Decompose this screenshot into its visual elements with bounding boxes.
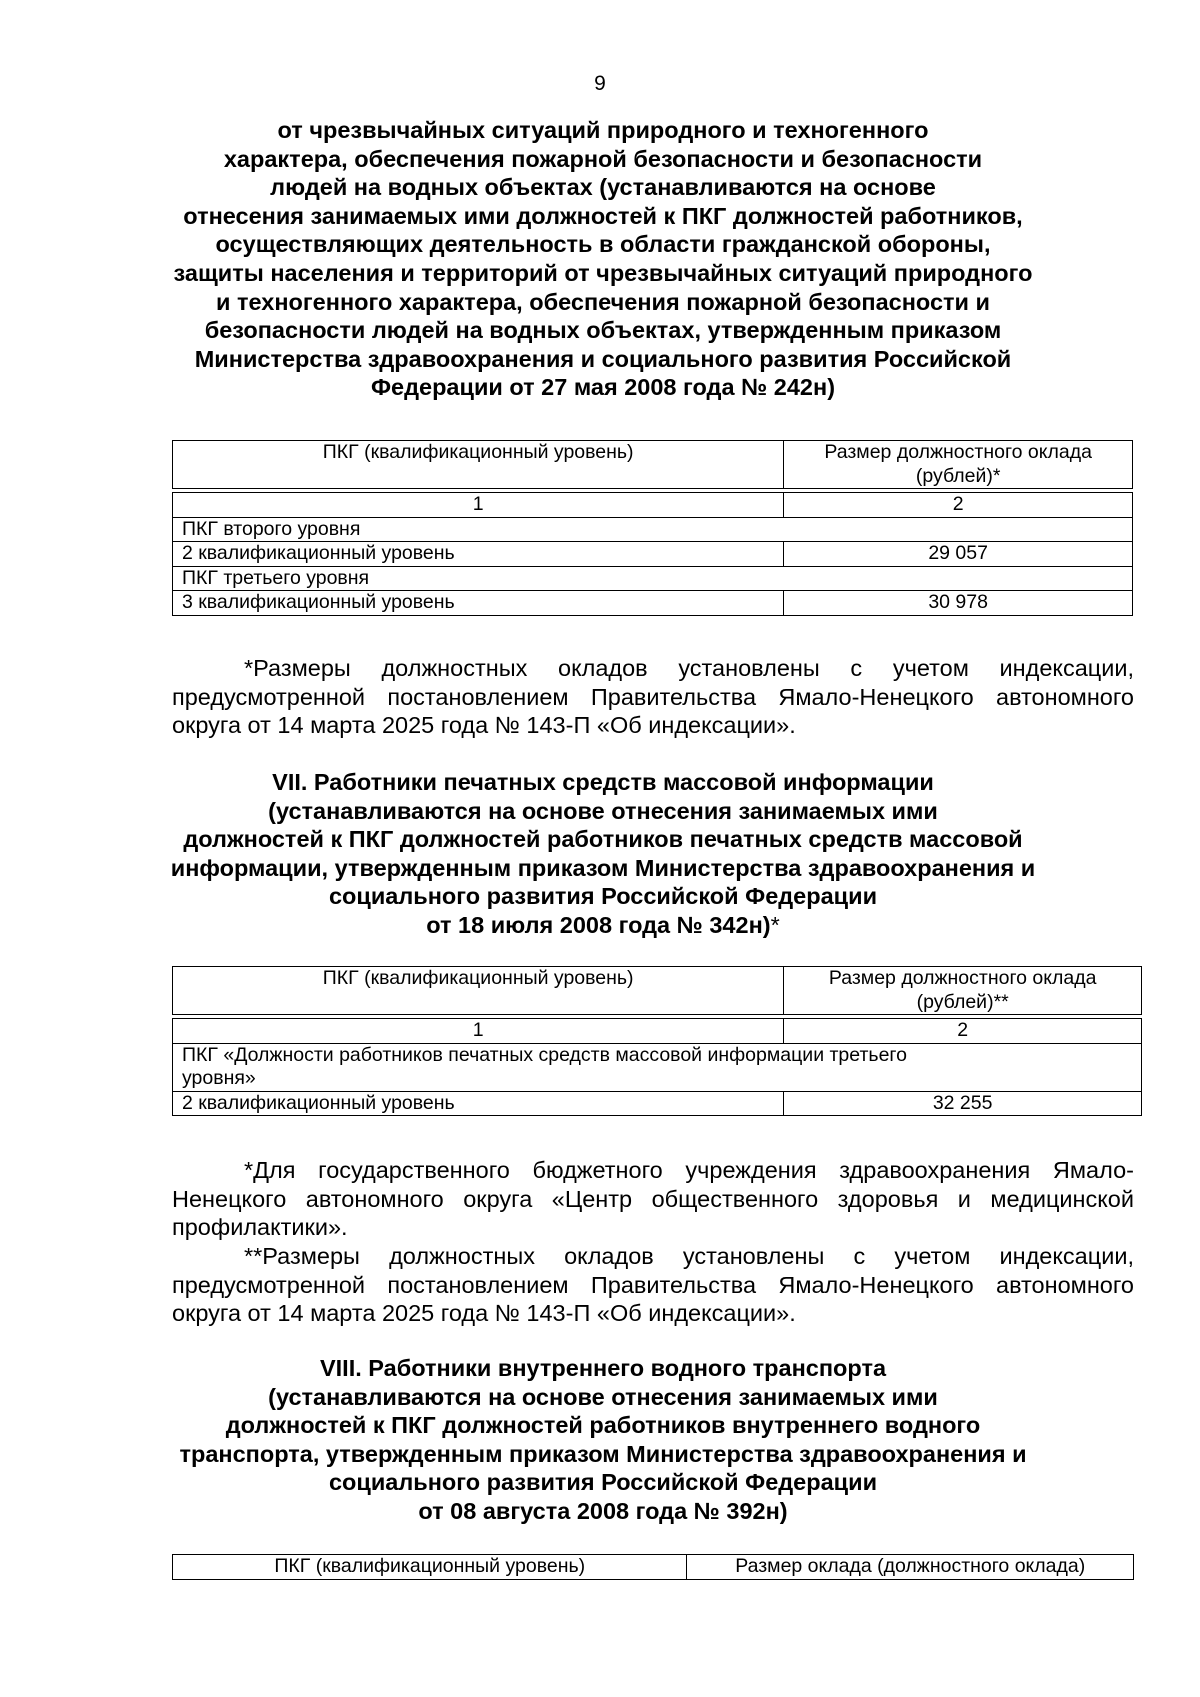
section-6-heading — [160, 116, 1046, 402]
heading-line: транспорта, утвержденным приказом Министерства здравоохранения и — [179, 1440, 1027, 1467]
salary-value: 29 057 — [784, 542, 1133, 567]
col-number: 1 — [173, 1019, 784, 1044]
heading-line: безопасности людей на водных объектах, утвержденным приказом — [204, 317, 1002, 344]
page-number: 9 — [594, 72, 606, 95]
heading-line: отнесения занимаемых ими должностей к ПКГ должностей работников, — [183, 202, 1023, 229]
footnote-indexation-1: *Размеры должностных окладов установлены с учетом индексации, предусмотренной постановлением Правительства Ямало-Ненецкого автономного округа от 14 марта 2025 года № 143-П «Об индексации». — [172, 655, 1134, 738]
heading-date: от 18 июля 2008 года № 342н) — [426, 911, 771, 938]
footnote-mark: * — [770, 911, 780, 938]
heading-line: (устанавливаются на основе отнесения занимаемых ими — [268, 797, 938, 824]
heading-line: социального развития Российской Федерации — [328, 883, 878, 910]
heading-line: характера, обеспечения пожарной безопасности и безопасности — [223, 145, 983, 172]
heading-line: социального развития Российской Федерации — [328, 1469, 878, 1496]
table-header-row — [173, 441, 1133, 489]
heading-line: (устанавливаются на основе отнесения занимаемых ими — [268, 1383, 938, 1410]
table-row — [173, 517, 1133, 542]
col-number: 2 — [784, 1019, 1142, 1044]
col-header-salary: Размер должностного оклада (рублей)* — [784, 441, 1133, 489]
heading-line: защиты населения и территорий от чрезвычайных ситуаций природного — [173, 259, 1033, 286]
salary-value: 30 978 — [784, 591, 1133, 616]
table-row — [173, 1043, 1142, 1091]
level-label: 2 квалификационный уровень — [173, 542, 784, 567]
col-header-pkg: ПКГ (квалификационный уровень) — [173, 1555, 687, 1580]
col-number: 1 — [173, 493, 784, 518]
heading-line: Министерства здравоохранения и социального развития Российской — [194, 345, 1012, 372]
table-row — [173, 1091, 1142, 1116]
col-header-salary: Размер оклада (должностного оклада) — [687, 1555, 1134, 1580]
section-7-heading — [160, 768, 1046, 940]
section-8-heading — [160, 1354, 1046, 1526]
level-label: 3 квалификационный уровень — [173, 591, 784, 616]
col-header-salary: Размер должностного оклада (рублей)** — [784, 967, 1142, 1015]
table-row — [173, 591, 1133, 616]
group-label: ПКГ третьего уровня — [173, 566, 1133, 591]
heading-line: VII. Работники печатных средств массовой информации — [272, 769, 934, 795]
group-label: ПКГ «Должности работников печатных средств массовой информации третьего уровня» — [173, 1043, 1142, 1091]
table-number-row — [173, 1019, 1142, 1044]
heading-line: информации, утвержденным приказом Министерства здравоохранения и — [170, 854, 1036, 881]
heading-line — [160, 911, 1046, 940]
heading-line: от чрезвычайных ситуаций природного и техногенного — [277, 117, 929, 143]
heading-line: осуществляющих деятельность в области гражданской обороны, — [215, 231, 991, 258]
heading-line: от 08 августа 2008 года № 392н) — [418, 1497, 788, 1524]
level-label: 2 квалификационный уровень — [173, 1091, 784, 1116]
footnote-indexation-2: **Размеры должностных окладов установлены с учетом индексации, предусмотренной постановлением Правительства Ямало-Ненецкого автономного округа от 14 марта 2025 года № 143-П «Об индексации». — [172, 1243, 1134, 1326]
salary-table-2 — [172, 966, 1142, 1116]
col-number: 2 — [784, 493, 1133, 518]
heading-line: должностей к ПКГ должностей работников внутреннего водного — [225, 1412, 981, 1439]
salary-table-3 — [172, 1554, 1134, 1580]
table-header-row — [173, 1555, 1134, 1580]
group-label: ПКГ второго уровня — [173, 517, 1133, 542]
footnote-institution: *Для государственного бюджетного учреждения здравоохранения Ямало-Ненецкого автономного округа «Центр общественного здоровья и медицинской профилактики». — [172, 1157, 1134, 1240]
salary-table-1 — [172, 440, 1133, 616]
table-row — [173, 542, 1133, 567]
col-header-pkg: ПКГ (квалификационный уровень) — [173, 441, 784, 489]
heading-line: людей на водных объектах (устанавливаются на основе — [270, 174, 936, 201]
table-row — [173, 566, 1133, 591]
heading-line: VIII. Работники внутреннего водного транспорта — [319, 1355, 887, 1381]
heading-line: и техногенного характера, обеспечения пожарной безопасности и — [216, 288, 990, 315]
heading-line: должностей к ПКГ должностей работников печатных средств массовой — [183, 826, 1023, 853]
salary-value: 32 255 — [784, 1091, 1142, 1116]
heading-line: Федерации от 27 мая 2008 года № 242н) — [370, 374, 836, 401]
table-number-row — [173, 493, 1133, 518]
col-header-pkg: ПКГ (квалификационный уровень) — [173, 967, 784, 1015]
table-header-row — [173, 967, 1142, 1015]
